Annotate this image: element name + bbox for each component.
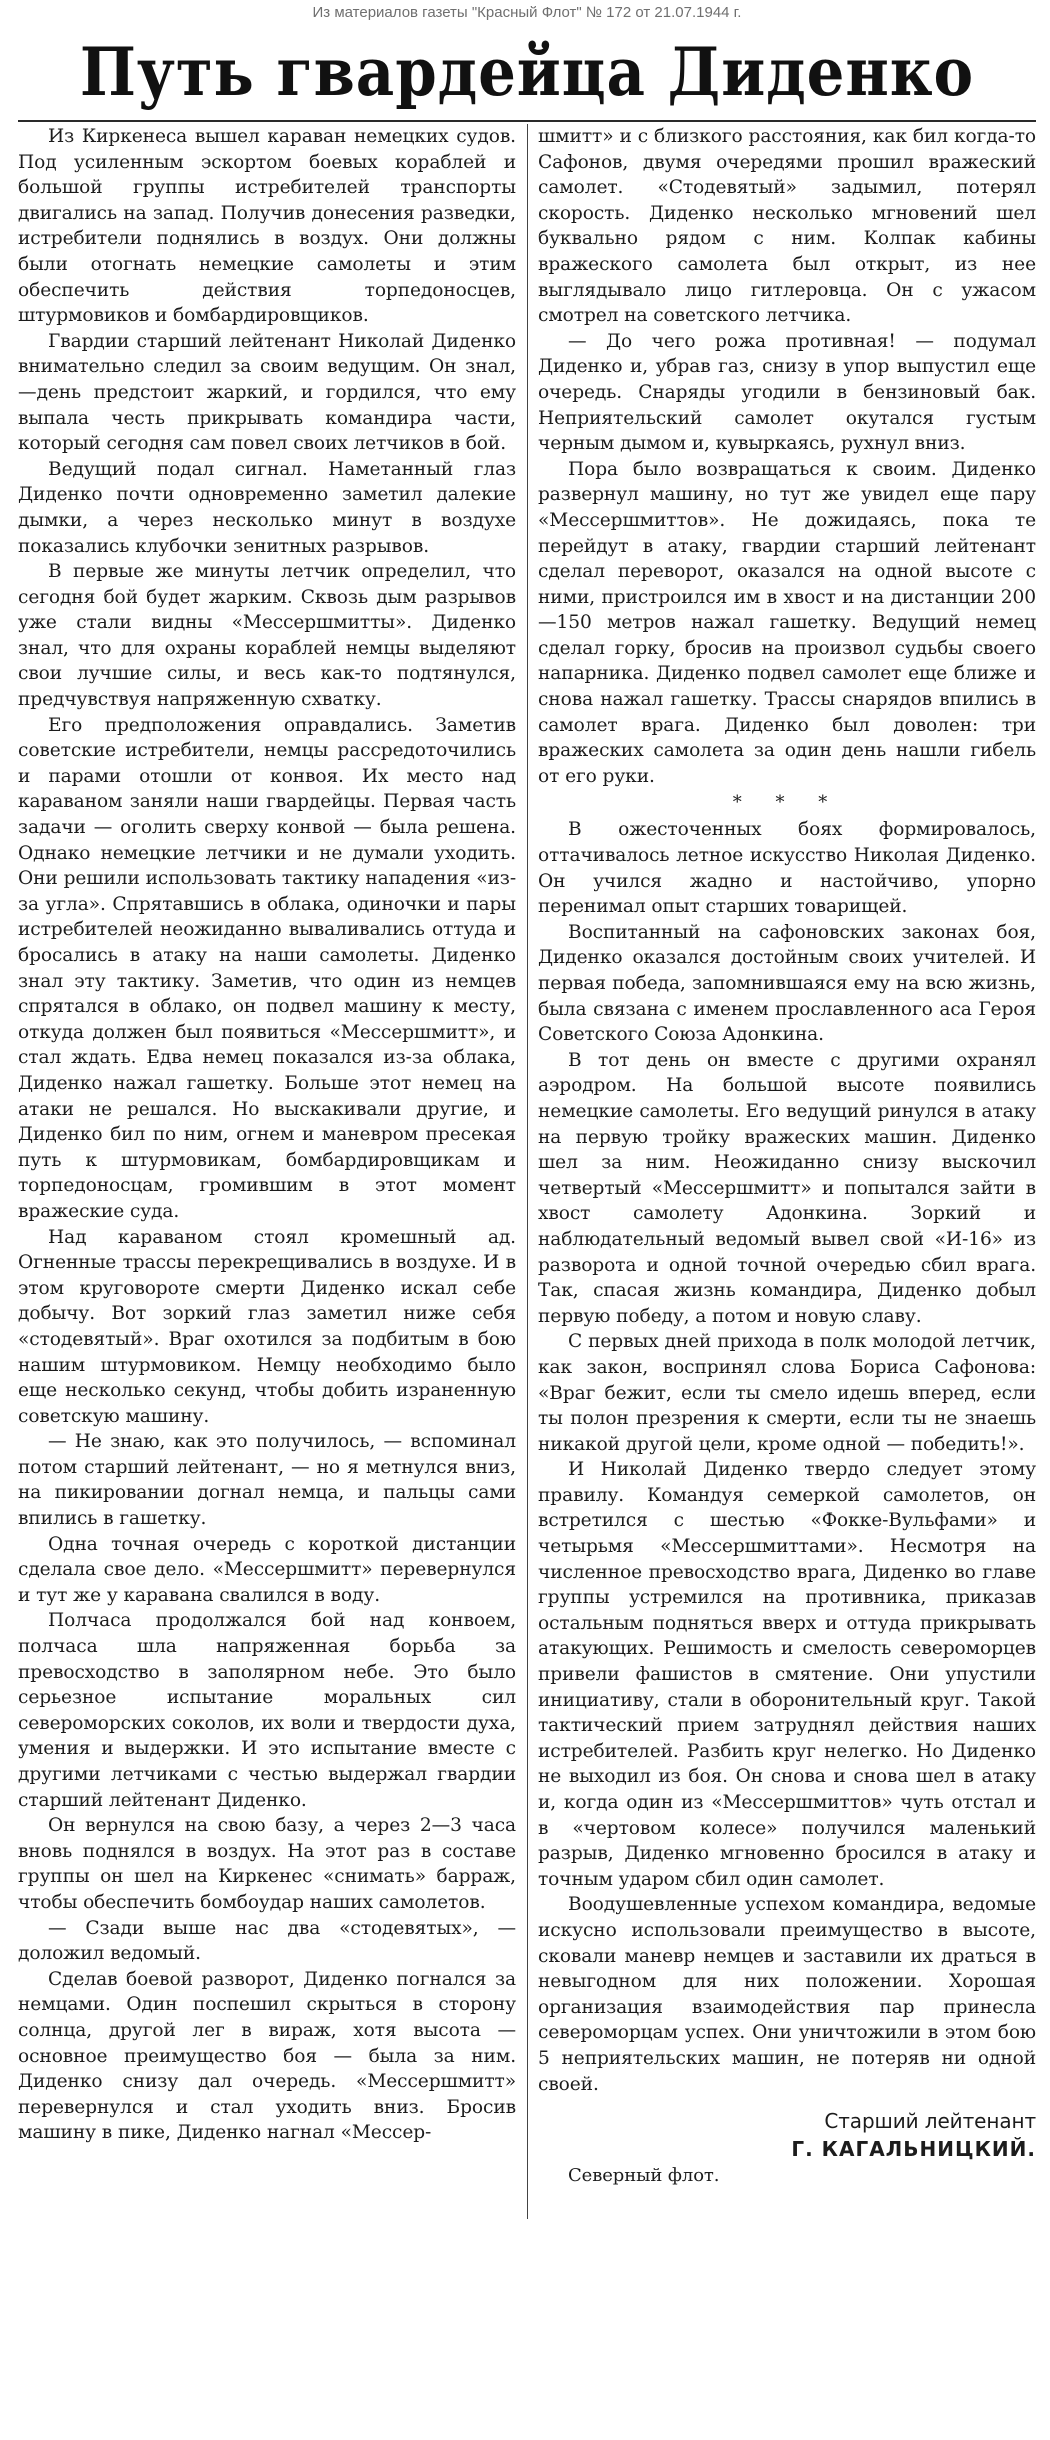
paragraph: Ведущий подал сигнал. Наметанный глаз Диденко почти одновременно заметил далекие дымки, а через несколько минут в воздухе показались клубочки зенитных разрывов. xyxy=(18,458,516,557)
article-columns xyxy=(18,124,1036,2189)
paragraph: Из Киркенеса вышел караван немецких судов. Под усиленным эскортом боевых кораблей и большой группы истребителей транспорты двигались на запад. Получив донесения разведки, истребители поднялись в воздух. Они должны были отогнать немецкие самолеты и этим обеспечить действия торпедоносцев, штурмовиков и бомбардировщиков. xyxy=(18,126,516,327)
paragraph: шмитт» и с близкого расстояния, как бил когда-то Сафонов, двумя очередями прошил вражеский самолет. «Стодевятый» задымил, потерял скорость. Диденко несколько мгновений шел буквально рядом с ним. Колпак кабины вражеского самолета был открыт, из нее выглядывало лицо гитлеровца. Он с ужасом смотрел на советского летчика. xyxy=(538,126,1036,327)
headline: Путь гвардейца Диденко xyxy=(79,33,975,111)
author-name: Г. КАГАЛЬНИЦКИЙ. xyxy=(791,2137,1036,2162)
paragraph: В первые же минуты летчик определил, что сегодня бой будет жарким. Сквозь дым разрывов уже стали видны «Мессершмитты». Диденко знал, что для охраны кораблей немцы выделяют свои лучшие силы, и весь как-то подтянулся, предчувствуя напряженную схватку. xyxy=(18,561,516,711)
paragraph: Воодушевленные успехом командира, ведомые искусно использовали преимущество в высоте, сковали маневр немцев и заставили их драться в невыгодном для них положении. Хорошая организация взаимодействия пар принесла североморцам успех. Они уничтожили в этом бою 5 неприятельских машин, не потеряв ни одной своей. xyxy=(538,1894,1036,2095)
dateline-place: Северный флот. xyxy=(568,2165,720,2187)
paragraph: В ожесточенных боях формировалось, оттачивалось летное искусство Николая Диденко. Он учился жадно и настойчиво, упорно перенимал опыт старших товарищей. xyxy=(538,819,1036,918)
section-separator: * * * xyxy=(732,792,842,814)
paragraph: Пора было возвращаться к своим. Диденко развернул машину, но тут же увидел еще пару «Мессершмиттов». Не дожидаясь, пока те перейдут в атаку, гвардии старший лейтенант сделал переворот, оказался на одной высоте с ними, пристроился им в хвост и на дистанции 200—150 метров нажал гашетку. Ведущий немец сделал горку, бросив на произвол судьбы своего напарника. Диденко подвел самолет еще ближе и снова нажал гашетку. Трассы снарядов впились в самолет врага. Диденко был доволен: три вражеских самолета за один день нашли гибель от его руки. xyxy=(538,458,1036,787)
paragraph: В тот день он вместе с другими охранял аэродром. На большой высоте появились немецкие самолеты. Его ведущий ринулся в атаку на первую тройку вражеских машин. Диденко шел за ним. Неожиданно снизу выскочил четвертый «Мессершмитт» и попытался зайти в хвост самолету Адонкина. Зоркий и наблюдательный ведомый вывел свой «И-16» из разворота и одной точной очередью сбил врага. Так, спасая жизнь командира, Диденко добыл первую победу, а потом и новую славу. xyxy=(538,1049,1036,1327)
paragraph: И Николай Диденко твердо следует этому правилу. Командуя семеркой самолетов, он встретился с шестью «Фокке-Вульфами» и четырьмя «Мессершмиттами». Несмотря на численное превосходство врага, Диденко во главе группы устремился на противника, приказав остальным подняться вверх и оттуда прикрывать атакующих. Решимость и смелость североморцев привели фашистов в смятение. Они упустили инициативу, стали в оборонительный круг. Такой тактический прием затруднял действия наших истребителей. Разбить круг нелегко. Но Диденко не выходил из боя. Он снова и снова шел в атаку и, когда один из «Мессершмиттов» чуть отстал и в «чертовом колесе» получился маленький разрыв, Диденко мгновенно бросился в атаку и точным ударом сбил один самолет. xyxy=(538,1459,1036,1890)
source-line: Из материалов газеты "Красный Флот" № 172 от 21.07.1944 г. xyxy=(312,4,742,21)
paragraph: Он вернулся на свою базу, а через 2—3 часа вновь поднялся в воздух. На этот раз в составе группы он шел на Киркенес «снимать» барраж, чтобы обеспечить бомбоудар наших самолетов. xyxy=(18,1815,516,1913)
paragraph: Одна точная очередь с короткой дистанции сделала свое дело. «Мессершмитт» перевернулся и тут же у каравана свалился в воду. xyxy=(18,1533,516,1606)
paragraph: С первых дней прихода в полк молодой летчик, как закон, воспринял слова Бориса Сафонова: «Враг бежит, если ты смело идешь вперед, если ты полон презрения к смерти, если ты не знаешь никакой другой цели, кроме одной — победить!». xyxy=(538,1331,1036,1455)
paragraph: — До чего рожа противная! — подумал Диденко и, убрав газ, снизу в упор выпустил еще очередь. Снаряды угодили в бензиновый бак. Неприятельский самолет окутался густым черным дымом и, кувыркаясь, рухнул вниз. xyxy=(538,330,1036,455)
author-signature xyxy=(538,2107,1036,2163)
left-column xyxy=(18,124,516,2189)
paragraph: Его предположения оправдались. Заметив советские истребители, немцы рассредоточились и парами отошли от конвоя. Их место над караваном заняли наши гвардейцы. Первая часть задачи — оголить сверху конвой — была решена. Однако немецкие летчики и не думали уходить. Они решили использовать тактику нападения «из-за угла». Спрятавшись в облака, одиночки и пары истребителей неожиданно вываливались оттуда и бросались в атаку на наши самолеты. Диденко знал эту тактику. Заметив, что один из немцев спрятался в облако, он подвел машину к месту, откуда должен был появиться «Мессершмитт», и стал ждать. Едва немец показался из-за облака, Диденко нажал гашетку. Больше этот немец на атаки не решался. Но выскакивали другие, и Диденко бил по ним, огнем и маневром пресекая путь к штурмовикам, бомбардировщикам и торпедоносцам, громившим в этот момент вражеские суда. xyxy=(18,714,516,1222)
column-divider xyxy=(527,124,528,2219)
paragraph: Воспитанный на сафоновских законах боя, Диденко оказался достойным своих учителей. И первая победа, запомнившаяся ему на всю жизнь, была связана с именем прославленного аса Героя Советского Союза Адонкина. xyxy=(538,921,1036,1046)
paragraph: — Не знаю, как это получилось, — вспоминал потом старший лейтенант, — но я метнулся вниз, на пикировании догнал немца, и пальцы сами впились в гашетку. xyxy=(18,1431,516,1530)
paragraph: — Сзади выше нас два «стодевятых», — доложил ведомый. xyxy=(18,1917,516,1965)
right-column xyxy=(538,124,1036,2189)
paragraph: Гвардии старший лейтенант Николай Диденко внимательно следил за своим ведущим. Он знал,—день предстоит жаркий, и гордился, что ему выпала честь прикрывать командира части, который сегодня сам повел своих летчиков в бой. xyxy=(18,330,516,455)
headline-rule xyxy=(18,120,1036,122)
paragraph: Сделав боевой разворот, Диденко погнался за немцами. Один поспешил скрыться в сторону солнца, другой лег в вираж, хотя высота — основное преимущество боя — была за ним. Диденко снизу дал очередь. «Мессершмитт» перевернулся и стал уходить вниз. Бросив машину в пике, Диденко нагнал «Мессер- xyxy=(18,1968,516,2144)
author-rank: Старший лейтенант xyxy=(824,2109,1036,2134)
paragraph: Полчаса продолжался бой над конвоем, полчаса шла напряженная борьба за превосходство в заполярном небе. Это было серьезное испытание моральных сил североморских соколов, их воли и твердости духа, умения и выдержки. И это испытание вместе с другими летчиками с честью выдержал гвардии старший лейтенант Диденко. xyxy=(18,1610,516,1811)
paragraph: Над караваном стоял кромешный ад. Огненные трассы перекрещивались в воздухе. И в этом круговороте смерти Диденко искал себе добычу. Вот зоркий глаз заметил ниже себя «стодевятый». Враг охотился за подбитым в бою нашим штурмовиком. Немцу необходимо было еще несколько секунд, чтобы добить израненную советскую машину. xyxy=(18,1226,516,1427)
